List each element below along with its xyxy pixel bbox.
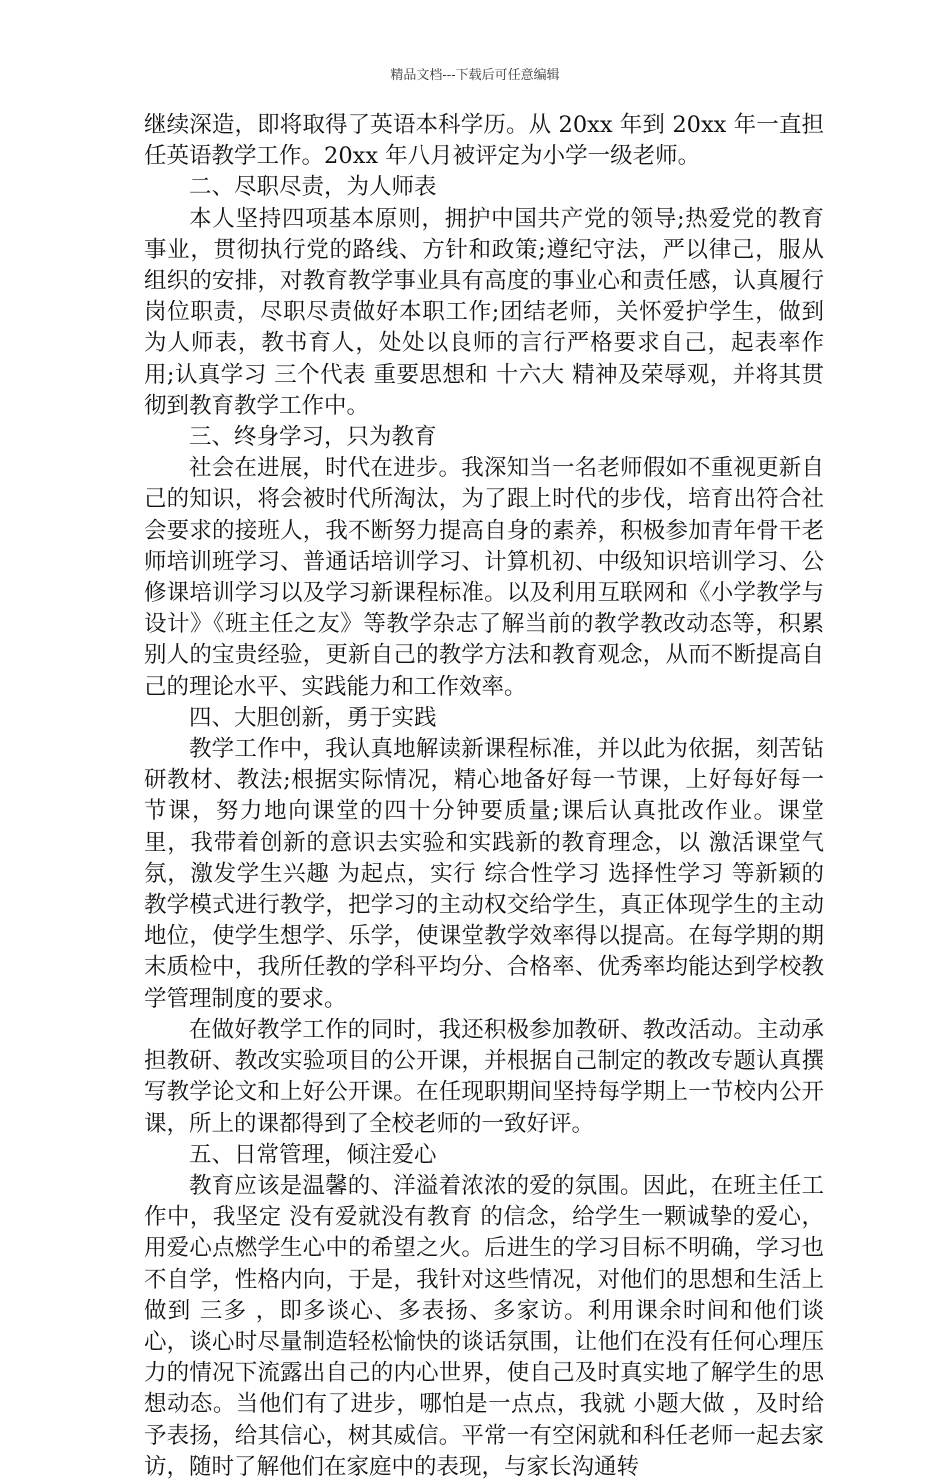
paragraph: 教学工作中，我认真地解读新课程标准，并以此为依据，刻苦钻研教材、教法;根据实际情况，精心地备好每一节课，上好每好每一节课，努力地向课堂的四十分钟要质量;课后认真批改作业。课堂里，我带着创新的意识去实验和实践新的教育理念，以 激活课堂气氛，激发学生兴趣 为起点，实行 综合性学习 选择性学习 等新颖的教学模式进行教学，把学习的主动权交给学生，真正体现学生的主动地位，使学生想学、乐学，使课堂教学效率得以提高。在每学期的期末质检中，我所任教的学科平均分、合格率、优秀率均能达到学校教学管理制度的要求。 [144, 736, 824, 1012]
document-body [144, 110, 824, 1483]
section-heading: 二、尽职尽责，为人师表 [189, 174, 437, 201]
section-heading: 三、终身学习，只为教育 [189, 424, 437, 451]
section-heading: 五、日常管理，倾注爱心 [189, 1141, 437, 1168]
paragraph: 社会在进展，时代在进步。我深知当一名老师假如不重视更新自己的知识，将会被时代所淘汰，为了跟上时代的步伐，培育出符合社会要求的接班人，我不断努力提高自身的素养，积极参加青年骨干老师培训班学习、普通话培训学习、计算机初、中级知识培训学习、公修课培训学习以及学习新课程标准。以及利用互联网和《小学教学与设计》《班主任之友》等教学杂志了解当前的教学教改动态等，积累别人的宝贵经验，更新自己的教学方法和教育观念，从而不断提高自己的理论水平、实践能力和工作效率。 [144, 455, 824, 700]
paragraph: 本人坚持四项基本原则，拥护中国共产党的领导;热爱党的教育事业，贯彻执行党的路线、方针和政策;遵纪守法，严以律己，服从组织的安排，对教育教学事业具有高度的事业心和责任感，认真履行岗位职责，尽职尽责做好本职工作;团结老师，关怀爱护学生，做到为人师表，教书育人，处处以良师的言行严格要求自己，起表率作用;认真学习 三个代表 重要思想和 十六大 精神及荣辱观，并将其贯彻到教育教学工作中。 [144, 205, 824, 419]
paragraph: 教育应该是温馨的、洋溢着浓浓的爱的氛围。因此，在班主任工作中，我坚定 没有爱就没有教育 的信念，给学生一颗诚挚的爱心，用爱心点燃学生心中的希望之火。后进生的学习目标不明确，学习也不自学，性格内向，于是，我针对这些情况，对他们的思想和生活上做到 三多 ，即多谈心、多表扬、多家访。利用课余时间和他们谈心，谈心时尽量制造轻松愉快的谈话氛围，让他们在没有任何心理压力的情况下流露出自己的内心世界，使自己及时真实地了解学生的思想动态。当他们有了进步，哪怕是一点点，我就 小题大做 ，及时给予表扬，给其信心，树其威信。平常一有空闲就和科任老师一起去家访，随时了解他们在家庭中的表现，与家长沟通转 [144, 1172, 824, 1480]
paragraph: 继续深造，即将取得了英语本科学历。从 20xx 年到 20xx 年一直担任英语教学工作。20xx 年八月被评定为小学一级老师。 [144, 112, 824, 170]
page-header: 精品文档---下载后可任意编辑 [390, 68, 560, 83]
section-heading: 四、大胆创新，勇于实践 [189, 704, 437, 731]
paragraph: 在做好教学工作的同时，我还积极参加教研、教改活动。主动承担教研、教改实验项目的公开课，并根据自己制定的教改专题认真撰写教学论文和上好公开课。在任现职期间坚持每学期上一节校内公开课，所上的课都得到了全校老师的一致好评。 [144, 1016, 824, 1137]
